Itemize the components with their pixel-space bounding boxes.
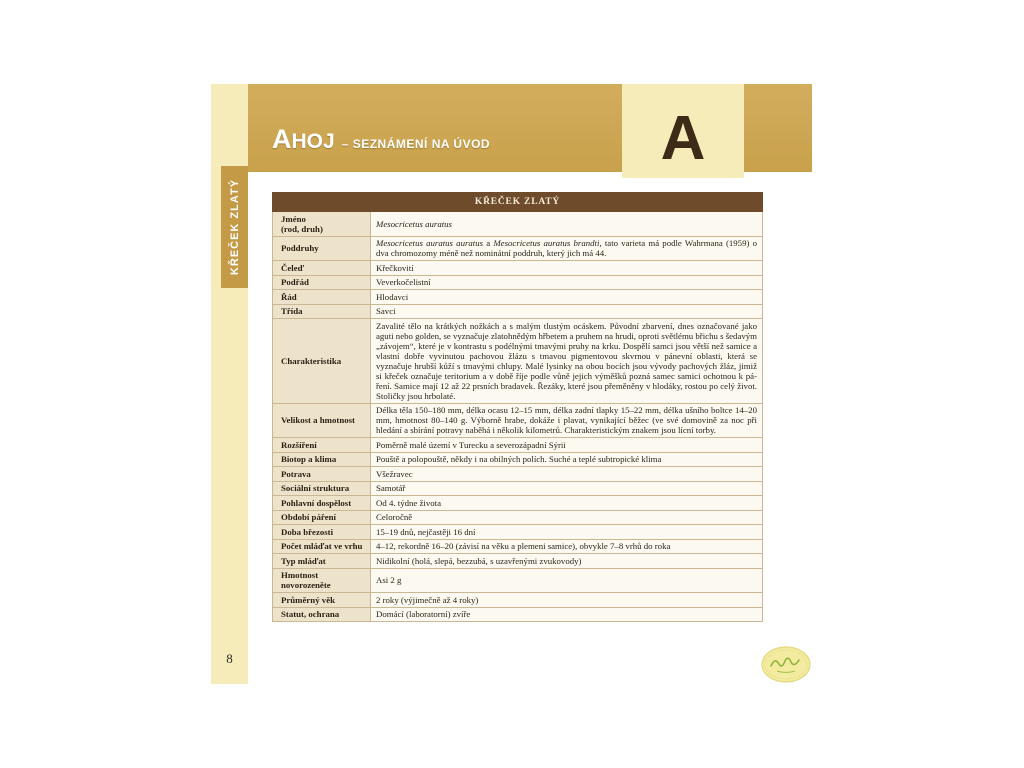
table-title: KŘEČEK ZLATÝ — [273, 193, 763, 212]
value-text: , tato varieta má podle Wahrmana (1959) o dva chromozomy méně než nominátní poddruh, který jich má 44. — [376, 238, 757, 259]
section-letter: A — [660, 104, 706, 173]
row-label: Počet mláďat ve vrhu — [273, 539, 371, 554]
row-value: Asi 2 g — [371, 568, 763, 593]
row-value: Veverkočelistní — [371, 275, 763, 290]
table-row — [273, 403, 763, 438]
row-value: 15–19 dnů, nejčastěji 16 dní — [371, 525, 763, 540]
section-subtitle: – SEZNÁMENÍ NA ÚVOD — [341, 137, 491, 151]
table-row — [273, 452, 763, 467]
table-row — [273, 467, 763, 482]
table-row — [273, 510, 763, 525]
value-text: a — [483, 238, 494, 249]
row-label: Poddruhy — [273, 236, 371, 261]
row-label: Biotop a klima — [273, 452, 371, 467]
row-value: Savci — [371, 304, 763, 319]
fact-table — [272, 192, 763, 622]
row-value: Samotář — [371, 481, 763, 496]
row-label: Pohlavní dospělost — [273, 496, 371, 511]
chapter-label: KŘEČEK ZLATÝ — [228, 178, 241, 276]
row-value: 2 roky (výjimečně až 4 roky) — [371, 593, 763, 608]
row-value — [371, 212, 763, 237]
table-row — [273, 304, 763, 319]
page-number: 8 — [226, 651, 233, 666]
row-value: Zavalité tělo na krátkých nožkách a s malým tlustým ocáskem. Původní zbarvení, dnes označované jako aguti nebo golden, se vyznačuje zlatohnědým hřbetem a pruhem na hrudi, oproti světlému břichu s šedavým „závojem“, které je v kontrastu s podélnými tmavými pruhy na krku. Dospělí samci jsou větší než samice a vlastní dobře vyvinutou pachovou žlázu s tmavou pigmentovou skvrnou v pánevní oblasti, která se vyznačuje hrubší kůží s tmavými chlupy. Malé lysinky na obou bocích jsou vývody pachových žláz, jimiž si křeček označuje teritorium a v době říje podle vůně jejich výměšků pozná samec samici ochotnou k páření. Samice mají 12 až 22 prsních bradavek. Řezáky, které jsou přeměněny v hlodáky, rostou po celý život. Stoličky jsou hrbolaté. — [371, 319, 763, 404]
row-value: Křečkovití — [371, 261, 763, 276]
table-row — [273, 290, 763, 305]
row-value: Pouště a polopouště, někdy i na obilných polích. Suché a teplé subtropické klima — [371, 452, 763, 467]
section-title-main: AHOJ — [272, 124, 335, 154]
row-label: Období páření — [273, 510, 371, 525]
logo-outer-ring — [762, 647, 810, 682]
chapter-tab — [221, 166, 248, 288]
table-row — [273, 554, 763, 569]
table-row — [273, 607, 763, 622]
row-value: Všežravec — [371, 467, 763, 482]
row-value — [371, 236, 763, 261]
section-title — [272, 123, 490, 155]
row-value: 4–12, rekordně 16–20 (závisí na věku a plemeni samice), obvykle 7–8 vrhů do roka — [371, 539, 763, 554]
row-label: Charakteristika — [273, 319, 371, 404]
section-letter-box — [622, 84, 744, 178]
row-label: Řád — [273, 290, 371, 305]
row-label: Typ mláďat — [273, 554, 371, 569]
taxon-name: Mesocricetus auratus brandti — [493, 238, 600, 249]
table-row — [273, 438, 763, 453]
table-row — [273, 568, 763, 593]
row-label: Potrava — [273, 467, 371, 482]
table-row — [273, 525, 763, 540]
row-label: Čeleď — [273, 261, 371, 276]
row-value: Hlodavci — [371, 290, 763, 305]
taxon-name: Mesocricetus auratus — [376, 218, 452, 229]
table-body — [273, 212, 763, 622]
row-value: Délka těla 150–180 mm, délka ocasu 12–15 mm, délka zadní tlapky 15–22 mm, délka ušního boltce 14–20 mm, hmotnost 80–140 g. Výborně hrabe, dokáže i plavat, vynikající běžec (ve své domovině za noc při hledání a sbírání potravy naběhá i několik kilometrů. Charakteristickým znakem jsou lícní torby. — [371, 403, 763, 438]
row-label: Sociální struktura — [273, 481, 371, 496]
row-label: Třída — [273, 304, 371, 319]
row-label: Jméno (rod, druh) — [273, 212, 371, 237]
taxon-name: Mesocricetus auratus auratus — [376, 238, 484, 249]
table-row — [273, 319, 763, 404]
publisher-logo — [761, 646, 811, 683]
row-value: Poměrně malé území v Turecku a severozápadní Sýrii — [371, 438, 763, 453]
row-label: Hmotnost novorozeněte — [273, 568, 371, 593]
species-fact-table — [272, 192, 762, 622]
row-value: Celoročně — [371, 510, 763, 525]
row-label: Rozšíření — [273, 438, 371, 453]
table-row — [273, 593, 763, 608]
row-label: Průměrný věk — [273, 593, 371, 608]
row-label: Doba březosti — [273, 525, 371, 540]
table-header-row — [273, 193, 763, 212]
row-value: Domácí (laboratorní) zvíře — [371, 607, 763, 622]
row-label: Statut, ochrana — [273, 607, 371, 622]
table-row — [273, 481, 763, 496]
table-row — [273, 236, 763, 261]
row-value: Nidikolní (holá, slepá, bezzubá, s uzavřenými zvukovody) — [371, 554, 763, 569]
table-row — [273, 496, 763, 511]
table-row — [273, 275, 763, 290]
table-row — [273, 261, 763, 276]
row-value: Od 4. týdne života — [371, 496, 763, 511]
table-row — [273, 212, 763, 237]
table-row — [273, 539, 763, 554]
row-label: Velikost a hmotnost — [273, 403, 371, 438]
row-label: Podřád — [273, 275, 371, 290]
